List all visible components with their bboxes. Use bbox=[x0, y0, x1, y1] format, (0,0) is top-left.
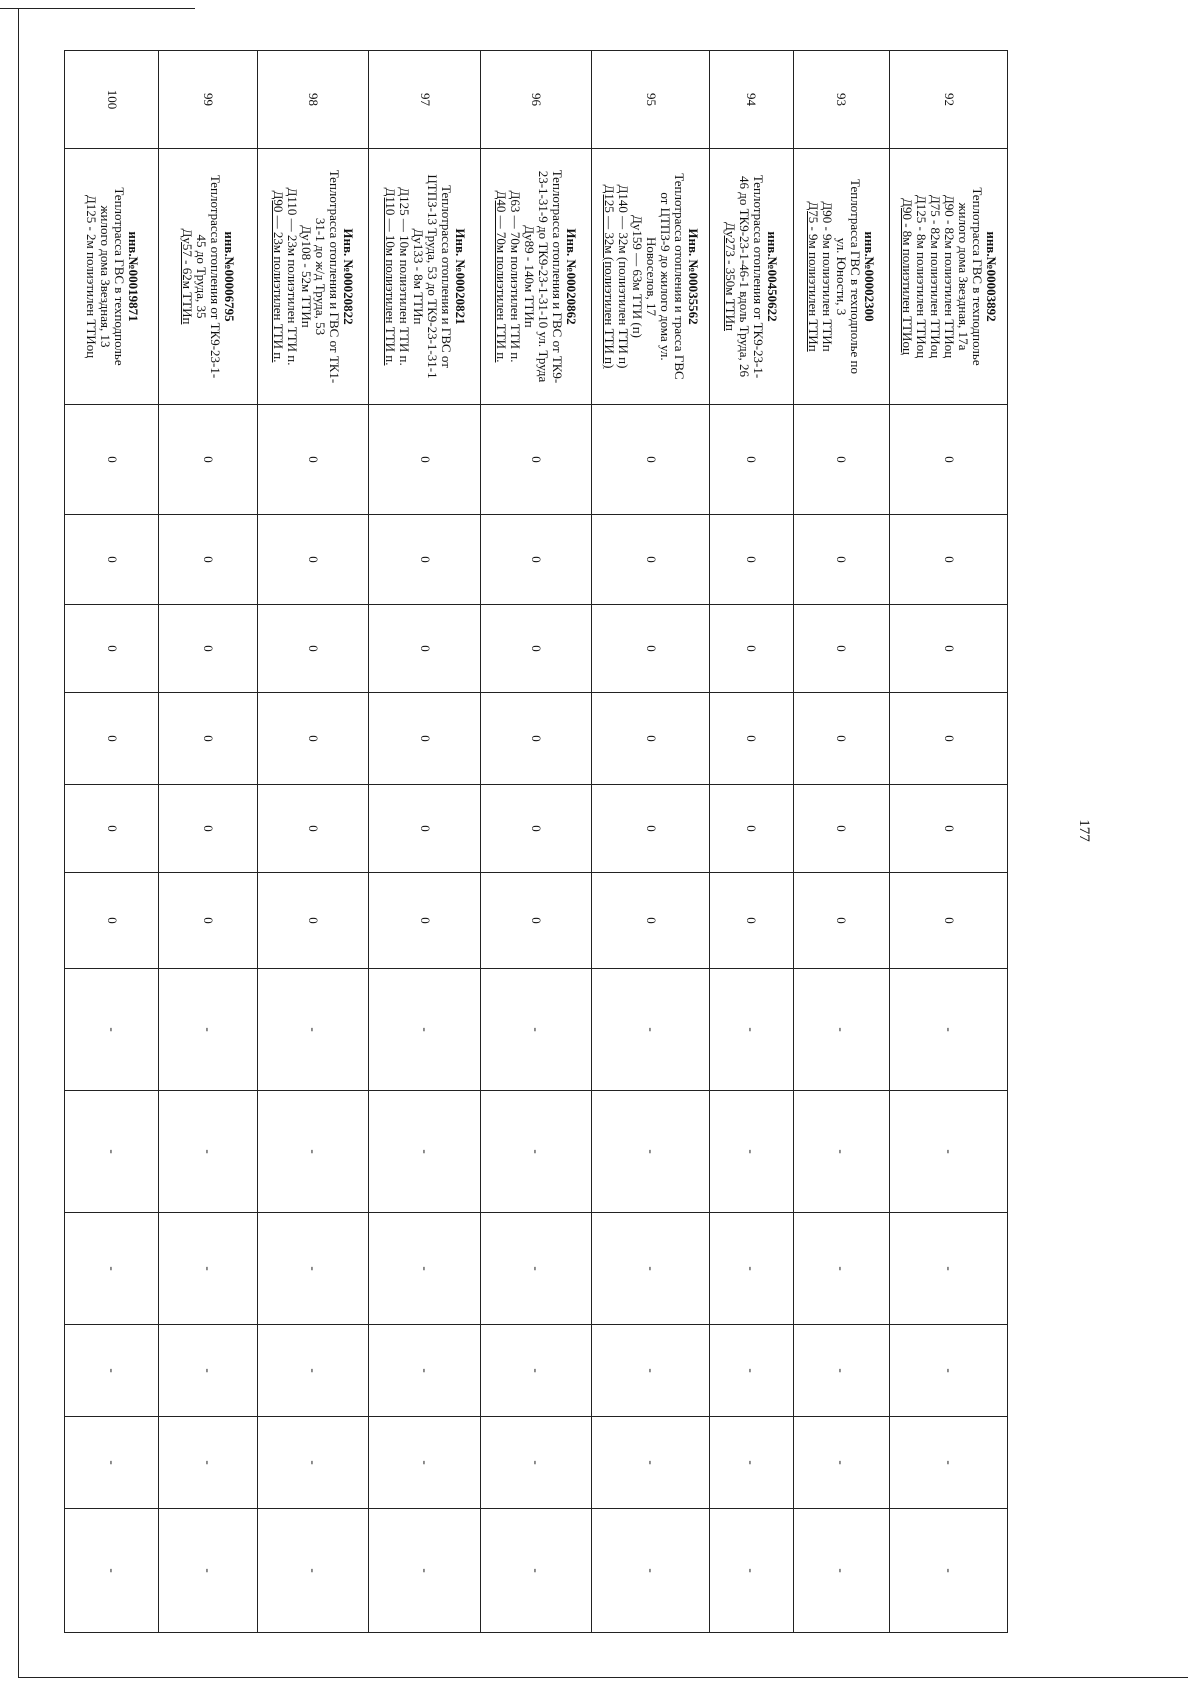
dash-cell: - bbox=[257, 969, 368, 1091]
row-description bbox=[592, 149, 710, 405]
row-number: 95 bbox=[592, 51, 710, 149]
value-cell: 0 bbox=[159, 405, 258, 515]
row-description bbox=[65, 149, 159, 405]
description-line: Ду89 - 140м ТТИп bbox=[522, 225, 538, 328]
value-cell: 0 bbox=[369, 873, 480, 969]
row-description bbox=[480, 149, 591, 405]
dash-cell: - bbox=[480, 1091, 591, 1213]
value-cell: 0 bbox=[159, 693, 258, 785]
row-description bbox=[369, 149, 480, 405]
row-description bbox=[793, 149, 889, 405]
dash-cell: - bbox=[710, 1509, 794, 1633]
row-number: 98 bbox=[257, 51, 368, 149]
dash-cell: - bbox=[257, 1417, 368, 1509]
description-line: Теплотрасса отопления и ГВС от bbox=[438, 185, 454, 368]
value-cell: 0 bbox=[257, 515, 368, 605]
row-description bbox=[257, 149, 368, 405]
description-line: от ЦТПЗ-9 до жилого дома ул. bbox=[657, 192, 673, 361]
dash-cell: - bbox=[480, 1417, 591, 1509]
dash-cell: - bbox=[793, 969, 889, 1091]
value-cell: 0 bbox=[890, 693, 1008, 785]
description-line: 31-1 до ж/д Труда, 53 bbox=[313, 217, 329, 336]
value-cell: 0 bbox=[710, 515, 794, 605]
dash-cell: - bbox=[159, 1091, 258, 1213]
value-cell: 0 bbox=[793, 605, 889, 693]
value-cell: 0 bbox=[257, 785, 368, 873]
description-line: Д75 - 82м полиэтилен ТТИоц bbox=[927, 194, 943, 359]
dash-cell: - bbox=[65, 1417, 159, 1509]
description-line: Теплотрасса отопления и трасса ГВС bbox=[671, 173, 687, 380]
dash-cell: - bbox=[480, 1213, 591, 1325]
value-cell: 0 bbox=[592, 605, 710, 693]
value-cell: 0 bbox=[65, 785, 159, 873]
value-cell: 0 bbox=[710, 785, 794, 873]
value-cell: 0 bbox=[257, 405, 368, 515]
description-line: Теплотрасса отопления и ГВС от ТК1- bbox=[327, 169, 343, 384]
description-line: Д90 - 9м полиэтилен ТТИп bbox=[820, 201, 836, 352]
value-cell: 0 bbox=[710, 873, 794, 969]
dash-cell: - bbox=[369, 1325, 480, 1417]
description-line: Д63 — 70м полиэтилен ТТИ п. bbox=[508, 190, 524, 363]
table-row bbox=[890, 51, 1008, 1633]
row-number: 92 bbox=[890, 51, 1008, 149]
dash-cell: - bbox=[480, 969, 591, 1091]
inventory-number: Инв. №00020821 bbox=[452, 228, 468, 325]
value-cell: 0 bbox=[65, 515, 159, 605]
value-cell: 0 bbox=[65, 605, 159, 693]
dash-cell: - bbox=[793, 1213, 889, 1325]
description-line: Д125 - 2м полиэтилен ТТИоц bbox=[83, 194, 99, 359]
dash-cell: - bbox=[592, 1091, 710, 1213]
description-line: ул. Юности, 3 bbox=[834, 237, 850, 316]
row-number: 100 bbox=[65, 51, 159, 149]
description-line: Ду133 - 8м ТТИп bbox=[410, 228, 426, 325]
value-cell: 0 bbox=[890, 515, 1008, 605]
description-line: Ду273 - 350м ТТИп bbox=[723, 222, 739, 331]
description-line: Теплотрасса ГВС в техподполье bbox=[969, 187, 985, 366]
value-cell: 0 bbox=[592, 785, 710, 873]
value-cell: 0 bbox=[710, 405, 794, 515]
table-row bbox=[159, 51, 258, 1633]
value-cell: 0 bbox=[257, 605, 368, 693]
description-line: Теплотрасса ГВС в техподполье bbox=[111, 187, 127, 366]
description-line: Д110 — 23м полиэтилен ТТИ п. bbox=[285, 187, 301, 366]
dash-cell: - bbox=[369, 1417, 480, 1509]
dash-cell: - bbox=[257, 1091, 368, 1213]
description-line: Ду57 - 62м ТТИп bbox=[180, 228, 196, 325]
value-cell: 0 bbox=[890, 405, 1008, 515]
value-cell: 0 bbox=[159, 873, 258, 969]
dash-cell: - bbox=[369, 1091, 480, 1213]
dash-cell: - bbox=[65, 1091, 159, 1213]
rotated-sheet bbox=[64, 50, 1008, 1632]
inventory-number: Инв. №00020862 bbox=[564, 228, 580, 325]
value-cell: 0 bbox=[369, 785, 480, 873]
dash-cell: - bbox=[793, 1325, 889, 1417]
inventory-number: инв.№00002300 bbox=[862, 231, 878, 322]
table-row bbox=[369, 51, 480, 1633]
dash-cell: - bbox=[710, 969, 794, 1091]
dash-cell: - bbox=[65, 1213, 159, 1325]
value-cell: 0 bbox=[890, 873, 1008, 969]
value-cell: 0 bbox=[369, 693, 480, 785]
description-line: Теплотрасса ГВС в техподполье по bbox=[848, 179, 864, 374]
description-line: жилого дома Звездная, 13 bbox=[97, 205, 113, 348]
dash-cell: - bbox=[159, 969, 258, 1091]
dash-cell: - bbox=[710, 1325, 794, 1417]
description-line: Теплотрасса отопления от ТК9-23-1- bbox=[751, 174, 767, 379]
value-cell: 0 bbox=[159, 515, 258, 605]
inventory-number: инв.№00019871 bbox=[125, 231, 141, 322]
description-line: Д125 - 8м полиэтилен ТТИоц bbox=[913, 194, 929, 359]
value-cell: 0 bbox=[65, 405, 159, 515]
dash-cell: - bbox=[890, 1325, 1008, 1417]
row-number: 99 bbox=[159, 51, 258, 149]
dash-cell: - bbox=[480, 1325, 591, 1417]
row-number: 94 bbox=[710, 51, 794, 149]
dash-cell: - bbox=[159, 1417, 258, 1509]
description-line: Д90 — 23м полиэтилен ТТИ п. bbox=[271, 190, 287, 363]
description-line: Ду108 - 52м ТТИп bbox=[299, 225, 315, 328]
value-cell: 0 bbox=[65, 693, 159, 785]
value-cell: 0 bbox=[480, 785, 591, 873]
value-cell: 0 bbox=[890, 605, 1008, 693]
description-line: жилого дома Звездная, 17а bbox=[955, 202, 971, 351]
dash-cell: - bbox=[793, 1091, 889, 1213]
value-cell: 0 bbox=[592, 693, 710, 785]
description-line: Д110 — 10м полиэтилен ТТИ п. bbox=[382, 187, 398, 366]
dash-cell: - bbox=[592, 1509, 710, 1633]
dash-cell: - bbox=[592, 969, 710, 1091]
description-line: Д75 - 9м полиэтилен ТТИп bbox=[806, 201, 822, 352]
dash-cell: - bbox=[890, 1091, 1008, 1213]
dash-cell: - bbox=[369, 1213, 480, 1325]
dash-cell: - bbox=[793, 1509, 889, 1633]
dash-cell: - bbox=[710, 1213, 794, 1325]
table-row bbox=[710, 51, 794, 1633]
dash-cell: - bbox=[890, 1509, 1008, 1633]
description-line: Ду159 — 63м ТТИ (п) bbox=[629, 215, 645, 338]
dash-cell: - bbox=[65, 1509, 159, 1633]
value-cell: 0 bbox=[793, 515, 889, 605]
description-line: 45 до Труда, 35 bbox=[194, 234, 210, 319]
value-cell: 0 bbox=[257, 693, 368, 785]
row-number: 93 bbox=[793, 51, 889, 149]
dash-cell: - bbox=[890, 1417, 1008, 1509]
inventory-table bbox=[64, 50, 1008, 1633]
value-cell: 0 bbox=[890, 785, 1008, 873]
value-cell: 0 bbox=[793, 693, 889, 785]
row-number: 96 bbox=[480, 51, 591, 149]
table-row bbox=[592, 51, 710, 1633]
row-description bbox=[710, 149, 794, 405]
description-line: Теплотрасса отопления и ГВС от ТК9- bbox=[550, 169, 566, 384]
inventory-number: Инв. №00035562 bbox=[685, 228, 701, 325]
value-cell: 0 bbox=[480, 605, 591, 693]
dash-cell: - bbox=[159, 1213, 258, 1325]
value-cell: 0 bbox=[480, 693, 591, 785]
inventory-number: инв.№00450622 bbox=[765, 231, 781, 322]
inventory-number: Инв. №00020822 bbox=[341, 228, 357, 325]
dash-cell: - bbox=[369, 1509, 480, 1633]
dash-cell: - bbox=[257, 1325, 368, 1417]
dash-cell: - bbox=[65, 969, 159, 1091]
description-line: 23-1-31-9 до ТК9-23-1-31-10 ул. Труда bbox=[536, 170, 552, 383]
description-line: Д125 — 10м полиэтилен ТТИ п. bbox=[396, 187, 412, 366]
table-row bbox=[65, 51, 159, 1633]
inventory-number: инв.№00003892 bbox=[983, 231, 999, 322]
inventory-number: инв.№00006795 bbox=[222, 231, 238, 322]
dash-cell: - bbox=[592, 1417, 710, 1509]
description-line: Д90 - 82м полиэтилен ТТИоц bbox=[941, 194, 957, 359]
dash-cell: - bbox=[890, 969, 1008, 1091]
description-line: Д40 — 70м полиэтилен ТТИ п. bbox=[494, 190, 510, 363]
dash-cell: - bbox=[159, 1509, 258, 1633]
value-cell: 0 bbox=[793, 405, 889, 515]
row-description bbox=[159, 149, 258, 405]
page-number: 177 bbox=[1075, 819, 1092, 842]
table-row bbox=[257, 51, 368, 1633]
description-line: Теплотрасса отопления от ТК9-23-1- bbox=[208, 174, 224, 379]
dash-cell: - bbox=[480, 1509, 591, 1633]
value-cell: 0 bbox=[592, 405, 710, 515]
value-cell: 0 bbox=[257, 873, 368, 969]
table-row bbox=[480, 51, 591, 1633]
dash-cell: - bbox=[257, 1509, 368, 1633]
dash-cell: - bbox=[257, 1213, 368, 1325]
dash-cell: - bbox=[710, 1417, 794, 1509]
value-cell: 0 bbox=[710, 693, 794, 785]
value-cell: 0 bbox=[710, 605, 794, 693]
value-cell: 0 bbox=[793, 873, 889, 969]
value-cell: 0 bbox=[369, 405, 480, 515]
row-description bbox=[890, 149, 1008, 405]
dash-cell: - bbox=[369, 969, 480, 1091]
value-cell: 0 bbox=[159, 785, 258, 873]
description-line: Д90 - 8м полиэтилен ТТИоц bbox=[899, 198, 915, 355]
value-cell: 0 bbox=[369, 605, 480, 693]
description-line: Д125 — 32м (полиэтилен ТТИ п) bbox=[601, 184, 617, 369]
dash-cell: - bbox=[890, 1213, 1008, 1325]
dash-cell: - bbox=[592, 1213, 710, 1325]
value-cell: 0 bbox=[592, 873, 710, 969]
description-line: Новоселов, 17 bbox=[643, 236, 659, 317]
value-cell: 0 bbox=[369, 515, 480, 605]
value-cell: 0 bbox=[480, 405, 591, 515]
value-cell: 0 bbox=[793, 785, 889, 873]
value-cell: 0 bbox=[159, 605, 258, 693]
dash-cell: - bbox=[793, 1417, 889, 1509]
value-cell: 0 bbox=[592, 515, 710, 605]
dash-cell: - bbox=[592, 1325, 710, 1417]
table-row bbox=[793, 51, 889, 1633]
value-cell: 0 bbox=[65, 873, 159, 969]
value-cell: 0 bbox=[480, 873, 591, 969]
dash-cell: - bbox=[65, 1325, 159, 1417]
dash-cell: - bbox=[159, 1325, 258, 1417]
value-cell: 0 bbox=[480, 515, 591, 605]
row-number: 97 bbox=[369, 51, 480, 149]
description-line: ЦТПЗ-13 Труда, 53 до ТК9-23-1-31-1 bbox=[424, 174, 440, 379]
dash-cell: - bbox=[710, 1091, 794, 1213]
description-line: Д140 — 32м (полиэтилен ТТИ п) bbox=[615, 184, 631, 369]
description-line: 46 до ТК9-23-1-46-1 вдоль Труда, 26 bbox=[737, 175, 753, 378]
